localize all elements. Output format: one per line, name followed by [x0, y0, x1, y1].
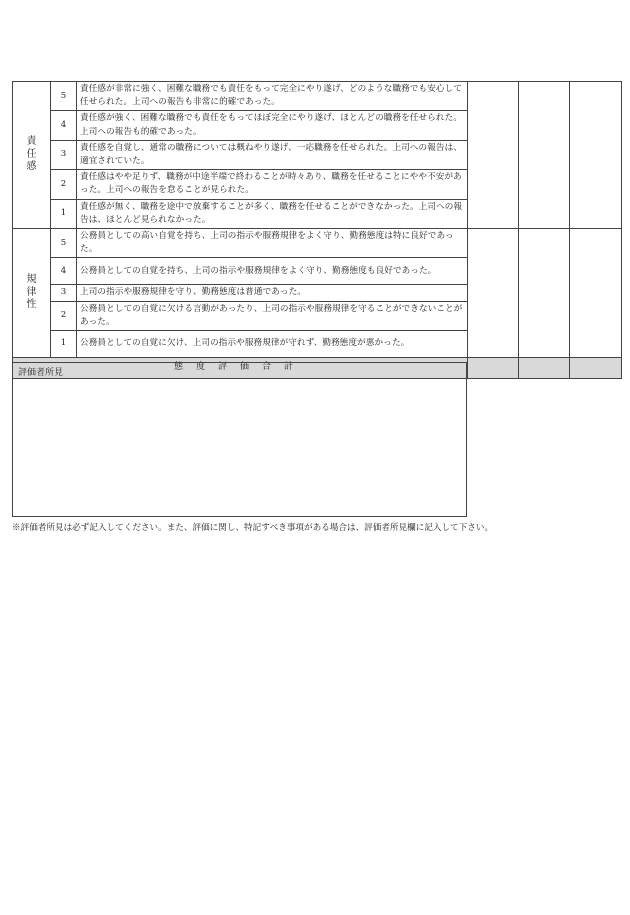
score-cell: 4 — [51, 111, 77, 140]
criteria-description: 責任感はやや足りず、職務が中途半端で終わることが時々あり、職務を任せることにやや不安があった。上司への報告を怠ることが見られた。 — [77, 170, 468, 199]
table-row — [13, 229, 622, 258]
footnote: ※評価者所見は必ず記入してください。また、評価に関し、特記すべき事項がある場合は、評価者所見欄に記入して下さい。 — [12, 523, 494, 533]
criteria-description: 公務員としての自覚を持ち、上司の指示や服務規律をよく守り、勤務態度も良好であった。 — [77, 258, 468, 285]
total-entry-cell[interactable] — [519, 358, 570, 379]
score-cell: 3 — [51, 140, 77, 169]
criteria-description: 責任感を自覚し、通常の職務については概ねやり遂げ、一応職務を任せられた。上司への報告は、適宜されていた。 — [77, 140, 468, 169]
rating-entry-cell[interactable] — [468, 229, 519, 358]
criteria-description: 責任感が非常に強く、困難な職務でも責任をもって完全にやり遂げ、どのような職務でも安心して任せられた。上司への報告も非常に的確であった。 — [77, 82, 468, 111]
score-cell: 1 — [51, 199, 77, 228]
category-label: 規 律 性 — [13, 229, 51, 358]
table-row — [13, 82, 622, 111]
rating-entry-cell[interactable] — [519, 229, 570, 358]
score-cell: 5 — [51, 229, 77, 258]
evaluator-comment-title: 評価者所見 — [18, 368, 64, 378]
rating-entry-cell[interactable] — [570, 229, 622, 358]
score-cell: 2 — [51, 170, 77, 199]
category-label: 責 任 感 — [13, 82, 51, 229]
total-entry-cell[interactable] — [468, 358, 519, 379]
score-cell: 2 — [51, 301, 77, 330]
criteria-description: 公務員としての自覚に欠ける言動があったり、上司の指示や服務規律を守ることができないことがあった。 — [77, 301, 468, 330]
criteria-description: 公務員としての自覚に欠け、上司の指示や服務規律が守れず、勤務態度が悪かった。 — [77, 331, 468, 358]
criteria-description: 責任感が無く、職務を途中で放棄することが多く、職務を任せることができなかった。上司への報告は、ほとんど見られなかった。 — [77, 199, 468, 228]
rating-entry-cell[interactable] — [519, 82, 570, 229]
criteria-description: 責任感が強く、困難な職務でも責任をもってほぼ完全にやり遂げ、ほとんどの職務を任せられた。上司への報告も的確であった。 — [77, 111, 468, 140]
evaluation-table — [12, 81, 622, 379]
score-cell: 3 — [51, 285, 77, 301]
evaluator-comment-box[interactable] — [12, 362, 467, 517]
score-cell: 5 — [51, 82, 77, 111]
rating-entry-cell[interactable] — [570, 82, 622, 229]
criteria-description: 公務員としての高い自覚を持ち、上司の指示や服務規律をよく守り、勤務態度は特に良好であった。 — [77, 229, 468, 258]
score-cell: 4 — [51, 258, 77, 285]
rating-entry-cell[interactable] — [468, 82, 519, 229]
score-cell: 1 — [51, 331, 77, 358]
total-label: 態度評価合計 — [13, 358, 468, 379]
criteria-description: 上司の指示や服務規律を守り、勤務態度は普通であった。 — [77, 285, 468, 301]
evaluation-table-body — [13, 82, 622, 379]
total-entry-cell[interactable] — [570, 358, 622, 379]
